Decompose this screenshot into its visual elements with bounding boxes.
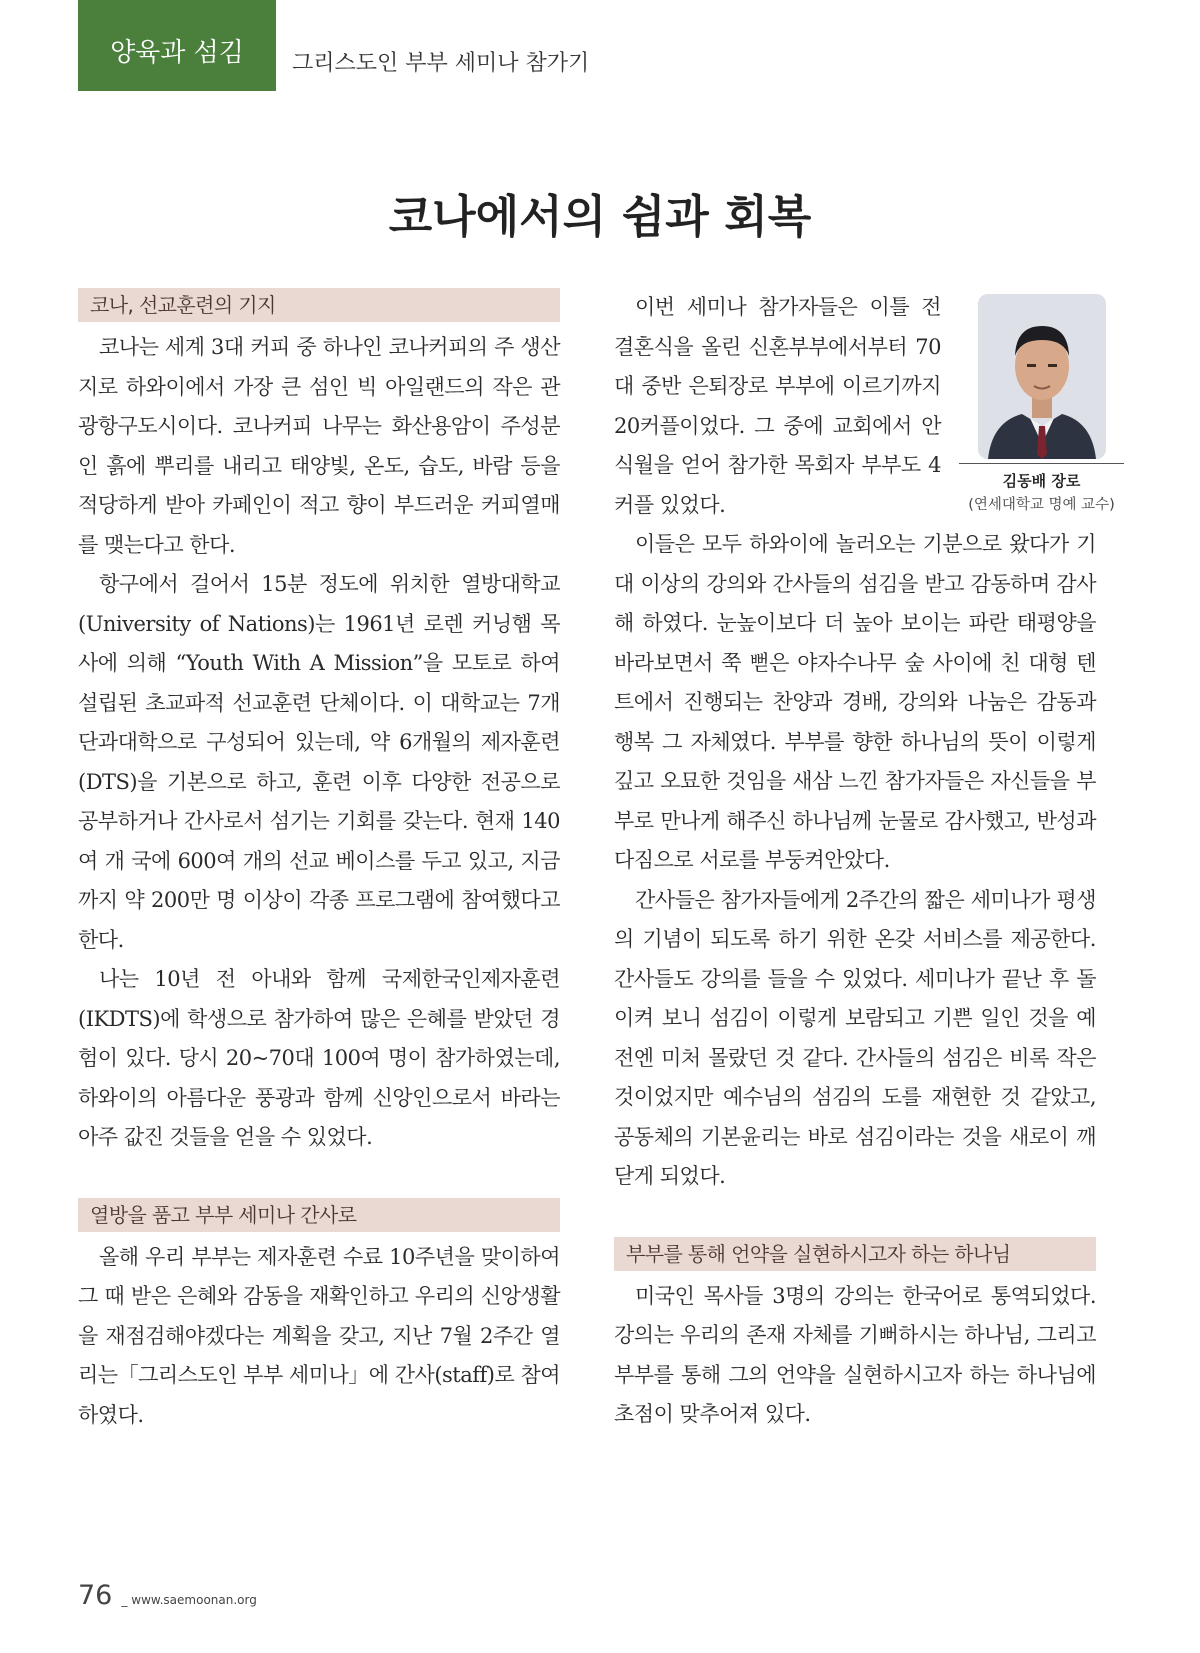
paragraph: 올해 우리 부부는 제자훈련 수료 10주년을 맞이하여 그 때 받은 은혜와 감동을 재확인하고 우리의 신앙생활을 재점검해야겠다는 계획을 갖고, 지난 7월 2주간 열리는「그리스도인 부부 세미나」에 간사(staff)로 참여하였다.: [78, 1244, 561, 1427]
author-photo: [978, 294, 1106, 459]
page-footer: [78, 1580, 257, 1611]
caption-divider: [959, 463, 1124, 464]
section-heading-covenant: 부부를 통해 언약을 실현하시고자 하는 하나님: [614, 1237, 1096, 1271]
right-column: [614, 288, 1115, 1435]
article-title: 코나에서의 쉼과 회복: [388, 190, 812, 243]
paragraph: 나는 10년 전 아내와 함께 국제한국인제자훈련(IKDTS)에 학생으로 참가하여 많은 은혜를 받았던 경험이 있다. 당시 20~70대 100여 명이 참가하였는데, 하와이의 아름다운 풍광과 함께 신앙인으로서 바라는 아주 값진 것들을 얻을 수 있었다.: [78, 967, 560, 1149]
section-tag: 양육과 섬김: [78, 0, 276, 91]
site-url: _ www.saemoonan.org: [121, 1593, 257, 1607]
author-name: 김동배 장로: [1002, 472, 1081, 490]
paragraph: 이번 세미나 참가자들은 이틀 전 결혼식을 올린 신혼부부에서부터 70대 중반 은퇴장로 부부에 이르기까지 20커플이었다. 그 중에 교회에서 안식월을 얻어 참가한 목회자 부부도 4커플 있었다.: [614, 295, 941, 517]
paragraph: 코나는 세계 3대 커피 중 하나인 코나커피의 주 생산지로 하와이에서 가장 큰 섬인 빅 아일랜드의 작은 관광항구도시이다. 코나커피 나무는 화산용암이 주성분인 흙에 뿌리를 내리고 태양빛, 온도, 습도, 바람 등을 적당하게 받아 카페인이 적고 향이 부드러운 커피열매를 맺는다고 한다.: [78, 335, 560, 557]
header-subtitle: 그리스도인 부부 세미나 참가기: [292, 51, 590, 76]
paragraph: 이들은 모두 하와이에 놀러오는 기분으로 왔다가 기대 이상의 강의와 간사들의 섬김을 받고 감동하며 감사해 하였다. 눈높이보다 더 높아 보이는 파란 태평양을 바라보면서 쭉 뻗은 야자수나무 숲 사이에 친 대형 텐트에서 진행되는 찬양과 경배, 강의와 나눔은 감동과 행복 그 자체였다. 부부를 향한 하나님의 뜻이 이렇게 깊고 오묘한 것임을 새삼 느낀 참가자들은 자신들을 부부로 만나게 해주신 하나님께 눈물로 감사했고, 반성과 다짐으로 서로를 부둥켜안았다.: [614, 532, 1096, 872]
section-heading-staff: 열방을 품고 부부 세미나 간사로: [78, 1198, 560, 1232]
page-number: 76: [78, 1580, 113, 1611]
author-affiliation: (연세대학교 명예 교수): [968, 497, 1115, 513]
paragraph: 항구에서 걸어서 15분 정도에 위치한 열방대학교(University of Nations)는 1961년 로렌 커닝햄 목사에 의해 “Youth With A Mission”을 모토로 하여 설립된 초교파적 선교훈련 단체이다. 이 대학교는 7개 단과대학으로 구성되어 있는데, 약 6개월의 제자훈련(DTS)을 기본으로 하고, 훈련 이후 다양한 전공으로 공부하거나 간사로서 섬기는 기회를 갖는다. 현재 140여 개 국에 600여 개의 선교 베이스를 두고 있고, 지금까지 약 200만 명 이상이 각종 프로그램에 참여했다고 한다.: [78, 572, 560, 952]
paragraph: 미국인 목사들 3명의 강의는 한국어로 통역되었다. 강의는 우리의 존재 자체를 기뻐하시는 하나님, 그리고 부부를 통해 그의 언약을 실현하시고자 하는 하나님에 초점이 맞추어져 있다.: [614, 1283, 1096, 1426]
left-column: [78, 288, 560, 1435]
section-heading-kona: 코나, 선교훈련의 기지: [78, 288, 560, 322]
author-photo-block: [959, 294, 1124, 514]
paragraph: 간사들은 참가자들에게 2주간의 짧은 세미나가 평생의 기념이 되도록 하기 위한 온갖 서비스를 제공한다. 간사들도 강의를 들을 수 있었다. 세미나가 끝난 후 돌이켜 보니 섬김이 이렇게 보람되고 기쁜 일인 것을 예전엔 미처 몰랐던 것 같다. 간사들의 섬김은 비록 작은 것이었지만 예수님의 섬김의 도를 재현한 것 같았고, 공동체의 기본윤리는 바로 섬김이라는 것을 새로이 깨닫게 되었다.: [614, 887, 1096, 1188]
